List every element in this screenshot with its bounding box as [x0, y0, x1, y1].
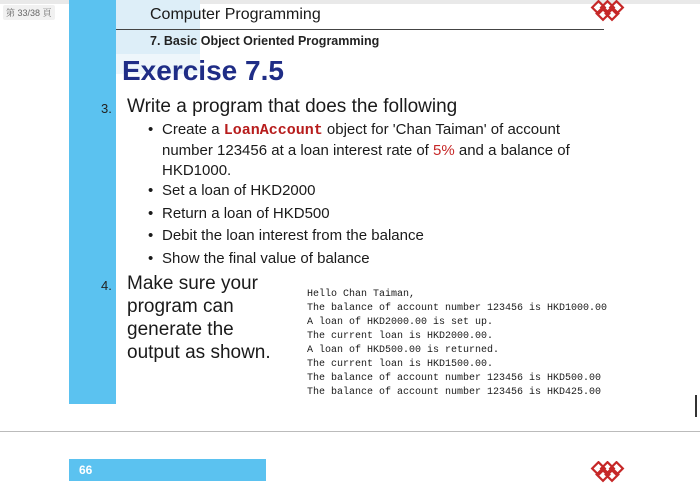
output-line: The balance of account number 123456 is HKD500.00: [307, 373, 602, 384]
page-number-bar: [69, 459, 266, 481]
output-line: The balance of account number 123456 is HKD425.00: [307, 387, 602, 398]
question-4-line: Make sure your: [127, 273, 258, 294]
output-line: Hello Chan Taiman,: [307, 289, 416, 300]
bullet-return-loan: • Return a loan of HKD500: [148, 205, 330, 222]
output-line: The current loan is HKD1500.00.: [307, 359, 494, 370]
question-4-line: program can: [127, 296, 234, 317]
bullet-dot: •: [148, 121, 154, 138]
page-separator: [0, 431, 700, 432]
bullet-show-balance: • Show the final value of balance: [148, 250, 370, 267]
page-counter: 第 33/38 頁: [3, 5, 55, 20]
left-accent-bar: [69, 0, 116, 404]
exercise-title: Exercise 7.5: [122, 55, 284, 86]
question-4-number: 4.: [101, 278, 112, 293]
university-logo-icon: [590, 461, 626, 483]
question-3-text: Write a program that does the following: [127, 96, 458, 117]
course-title: Computer Programming: [150, 6, 321, 23]
output-line: The current loan is HKD2000.00.: [307, 331, 494, 342]
question-4-line: generate the: [127, 319, 234, 340]
output-line: The balance of account number 123456 is HKD1000.00: [307, 303, 608, 314]
scroll-indicator[interactable]: [695, 395, 697, 417]
header-divider: [116, 29, 604, 30]
bullet-create-account: • Create a LoanAccount object for 'Chan Taiman' of account number 123456 at a loan interest rate of 5% and a balance of HKD1000.: [148, 121, 570, 179]
bullet-debit-interest: • Debit the loan interest from the balance: [148, 227, 424, 244]
interest-rate: 5%: [433, 142, 455, 159]
question-3-number: 3.: [101, 101, 112, 116]
program-output: [307, 288, 607, 400]
chapter-title: 7. Basic Object Oriented Programming: [150, 34, 380, 48]
output-line: A loan of HKD500.00 is returned.: [307, 345, 500, 356]
output-line: A loan of HKD2000.00 is set up.: [307, 317, 494, 328]
university-logo-icon: [590, 0, 626, 22]
class-name-code: LoanAccount: [223, 122, 323, 139]
bullet-set-loan: • Set a loan of HKD2000: [148, 182, 316, 199]
page-number: 66: [79, 463, 93, 477]
question-4-line: output as shown.: [127, 342, 271, 363]
